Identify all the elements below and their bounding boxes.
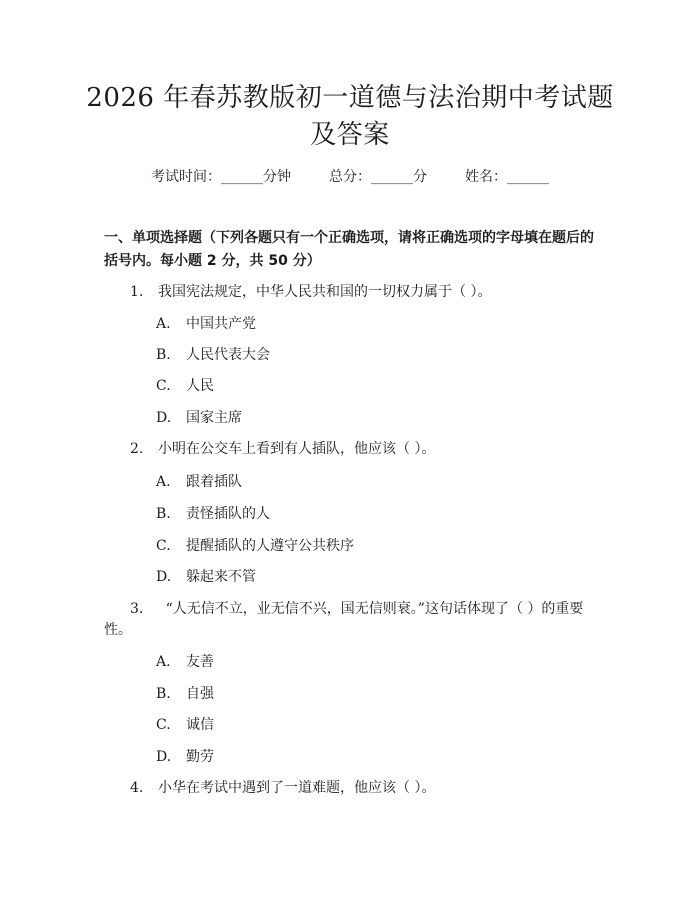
option-letter: A. [156, 316, 171, 332]
option-3-a [156, 652, 214, 672]
question-number: 4. [130, 780, 144, 796]
time-blank: ______ [221, 169, 263, 185]
question-number: 2. [130, 441, 144, 457]
option-1-c [156, 376, 214, 396]
question-1 [104, 282, 599, 303]
option-2-d [156, 567, 256, 587]
option-1-a [156, 314, 256, 334]
option-text: 国家主席 [186, 410, 242, 426]
name-blank: ______ [507, 169, 549, 185]
score-unit: 分 [413, 169, 427, 185]
option-1-d [156, 408, 242, 428]
option-text: 中国共产党 [186, 316, 256, 332]
option-3-b [156, 684, 214, 704]
option-3-c [156, 715, 214, 735]
document-title-continued: 及答案 [310, 120, 390, 150]
score-blank: ______ [371, 169, 413, 185]
name-label: 姓名： [465, 169, 507, 185]
option-text: 躲起来不管 [186, 569, 256, 585]
option-letter: D. [156, 749, 172, 765]
time-unit: 分钟 [263, 169, 291, 185]
score-label: 总分： [329, 169, 371, 185]
option-text: 友善 [186, 654, 214, 670]
question-2 [104, 439, 599, 460]
option-letter: A. [156, 474, 171, 490]
option-letter: B. [156, 347, 171, 363]
option-2-b [156, 504, 270, 524]
option-letter: D. [156, 410, 172, 426]
option-text: 勤劳 [186, 749, 214, 765]
option-letter: B. [156, 686, 171, 702]
option-letter: D. [156, 569, 172, 585]
question-3 [104, 599, 599, 641]
option-1-b [156, 345, 270, 365]
option-text: 跟着插队 [186, 474, 242, 490]
option-letter: B. [156, 506, 171, 522]
option-text: 人民代表大会 [186, 347, 270, 363]
option-3-d [156, 747, 214, 767]
question-4 [104, 778, 599, 799]
question-text: “人无信不立，业无信不兴，国无信则衰。”这句话体现了（ ）的重要性。 [104, 601, 584, 638]
question-text: 我国宪法规定，中华人民共和国的一切权力属于（ ）。 [158, 284, 492, 300]
question-number: 1. [130, 284, 144, 300]
document-title: 2026 年春苏教版初一道德与法治期中考试题 [86, 83, 614, 113]
option-text: 诚信 [186, 717, 214, 733]
option-text: 人民 [186, 378, 214, 394]
exam-info-line [0, 167, 700, 187]
section-heading: 一、单项选择题（下列各题只有一个正确选项，请将正确选项的字母填在题后的括号内。每小题 2 分，共 50 分） [104, 230, 594, 269]
option-2-a [156, 472, 242, 492]
option-letter: C. [156, 717, 171, 733]
option-text: 责怪插队的人 [186, 506, 270, 522]
question-text: 小明在公交车上看到有人插队，他应该（ ）。 [158, 441, 436, 457]
question-text: 小华在考试中遇到了一道难题，他应该（ ）。 [158, 780, 436, 796]
option-text: 自强 [186, 686, 214, 702]
option-text: 提醒插队的人遵守公共秩序 [186, 538, 354, 554]
question-number: 3. [130, 601, 144, 617]
option-2-c [156, 536, 354, 556]
option-letter: A. [156, 654, 171, 670]
option-letter: C. [156, 538, 171, 554]
option-letter: C. [156, 378, 171, 394]
time-label: 考试时间： [151, 169, 221, 185]
